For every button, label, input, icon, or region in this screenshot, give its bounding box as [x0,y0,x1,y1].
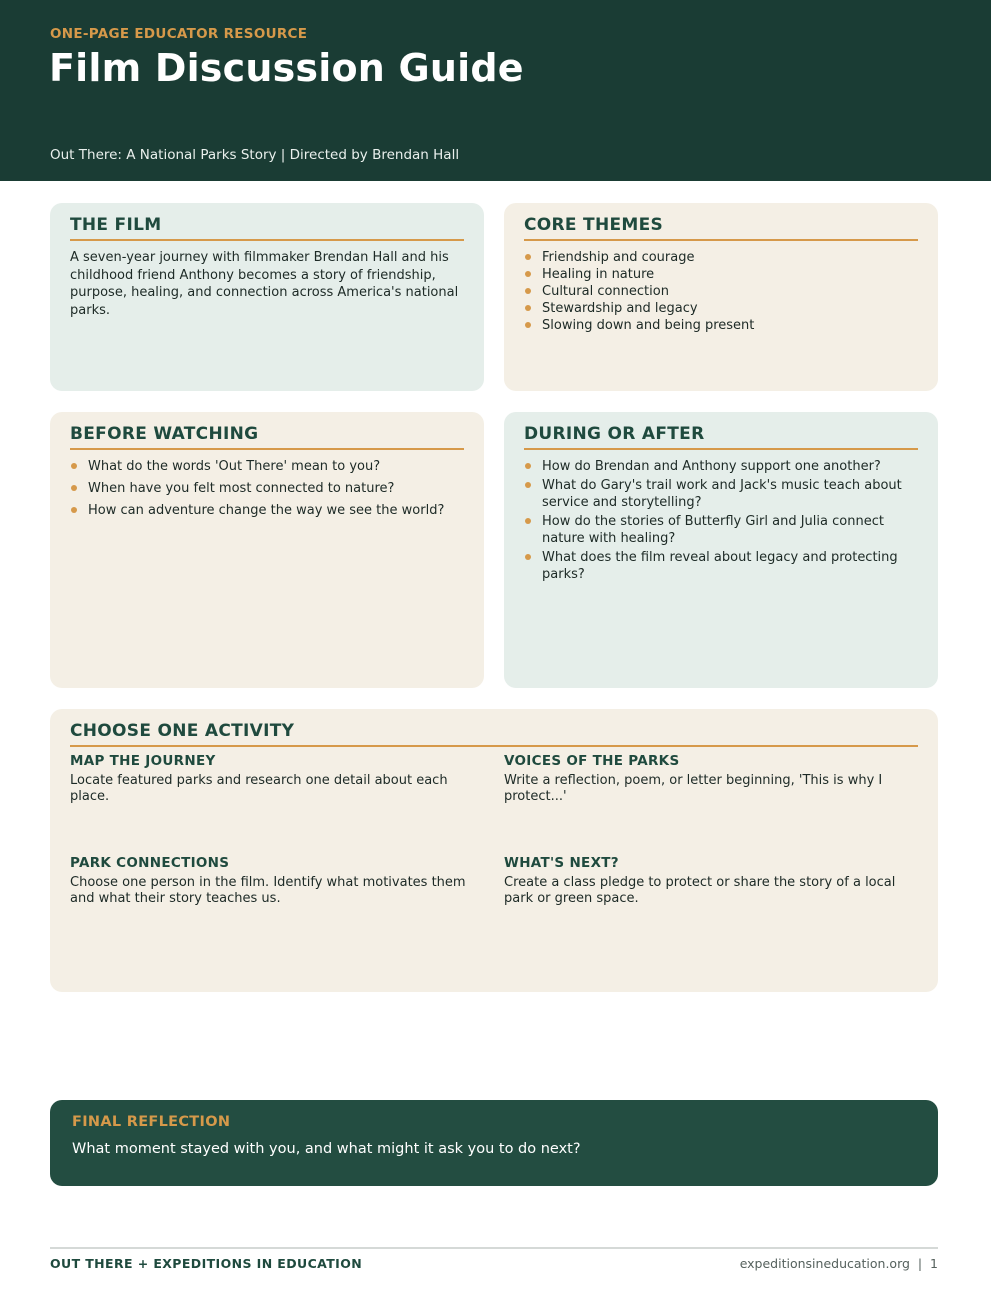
the-film-heading: THE FILM [70,215,464,241]
page-header [0,0,991,181]
activity-text: Create a class pledge to protect or share the story of a local park or green space. [504,875,896,906]
activity-grid [70,753,918,973]
activity-text: Write a reflection, poem, or letter beginning, 'This is why I protect...' [504,773,883,804]
activity-option [70,753,470,805]
during-after-list [524,458,918,583]
activity-heading: CHOOSE ONE ACTIVITY [70,721,918,747]
list-item: Friendship and courage [524,249,918,266]
footer-brand: OUT THERE + EXPEDITIONS IN EDUCATION [50,1256,363,1271]
reflection-text: What moment stayed with you, and what might it ask you to do next? [72,1141,581,1157]
activity-option [504,753,904,805]
activity-title: VOICES OF THE PARKS [504,753,680,769]
during-after-heading: DURING OR AFTER [524,424,918,450]
list-item: What do Gary's trail work and Jack's music teach about service and storytelling? [524,477,918,511]
the-film-card [50,203,484,391]
activity-card [50,709,938,992]
page-title: Film Discussion Guide [49,46,524,90]
list-item: Slowing down and being present [524,317,918,334]
reflection-heading: FINAL REFLECTION [72,1114,231,1130]
activity-text: Locate featured parks and research one detail about each place. [70,773,448,804]
list-item: How do the stories of Butterfly Girl and Julia connect nature with healing? [524,513,918,547]
list-item: Healing in nature [524,266,918,283]
activity-title: PARK CONNECTIONS [70,855,230,871]
list-item: What do the words 'Out There' mean to you? [70,458,464,475]
header-subtitle: Out There: A National Parks Story | Directed by Brendan Hall [50,147,460,163]
activity-option [70,855,470,907]
core-themes-card [504,203,938,391]
list-item: How can adventure change the way we see the world? [70,502,464,519]
footer-divider [50,1247,938,1249]
header-eyebrow: ONE-PAGE EDUCATOR RESOURCE [50,26,308,42]
core-themes-list [524,249,918,334]
activity-text: Choose one person in the film. Identify what motivates them and what their story teaches us. [70,875,466,906]
final-reflection-box [50,1100,938,1186]
before-watching-card [50,412,484,688]
footer-url-page: expeditionsineducation.org | 1 [739,1256,938,1271]
before-watching-heading: BEFORE WATCHING [70,424,464,450]
list-item: How do Brendan and Anthony support one another? [524,458,918,475]
activity-title: WHAT'S NEXT? [504,855,619,871]
before-watching-list [70,458,464,519]
list-item: Cultural connection [524,283,918,300]
activity-option [504,855,904,907]
list-item: What does the film reveal about legacy and protecting parks? [524,549,918,583]
core-themes-heading: CORE THEMES [524,215,918,241]
activity-title: MAP THE JOURNEY [70,753,216,769]
list-item: Stewardship and legacy [524,300,918,317]
the-film-text: A seven-year journey with filmmaker Brendan Hall and his childhood friend Anthony becomes a story of friendship, purpose, healing, and connection across America's national parks. [70,250,459,318]
list-item: When have you felt most connected to nature? [70,480,464,497]
during-after-card [504,412,938,688]
